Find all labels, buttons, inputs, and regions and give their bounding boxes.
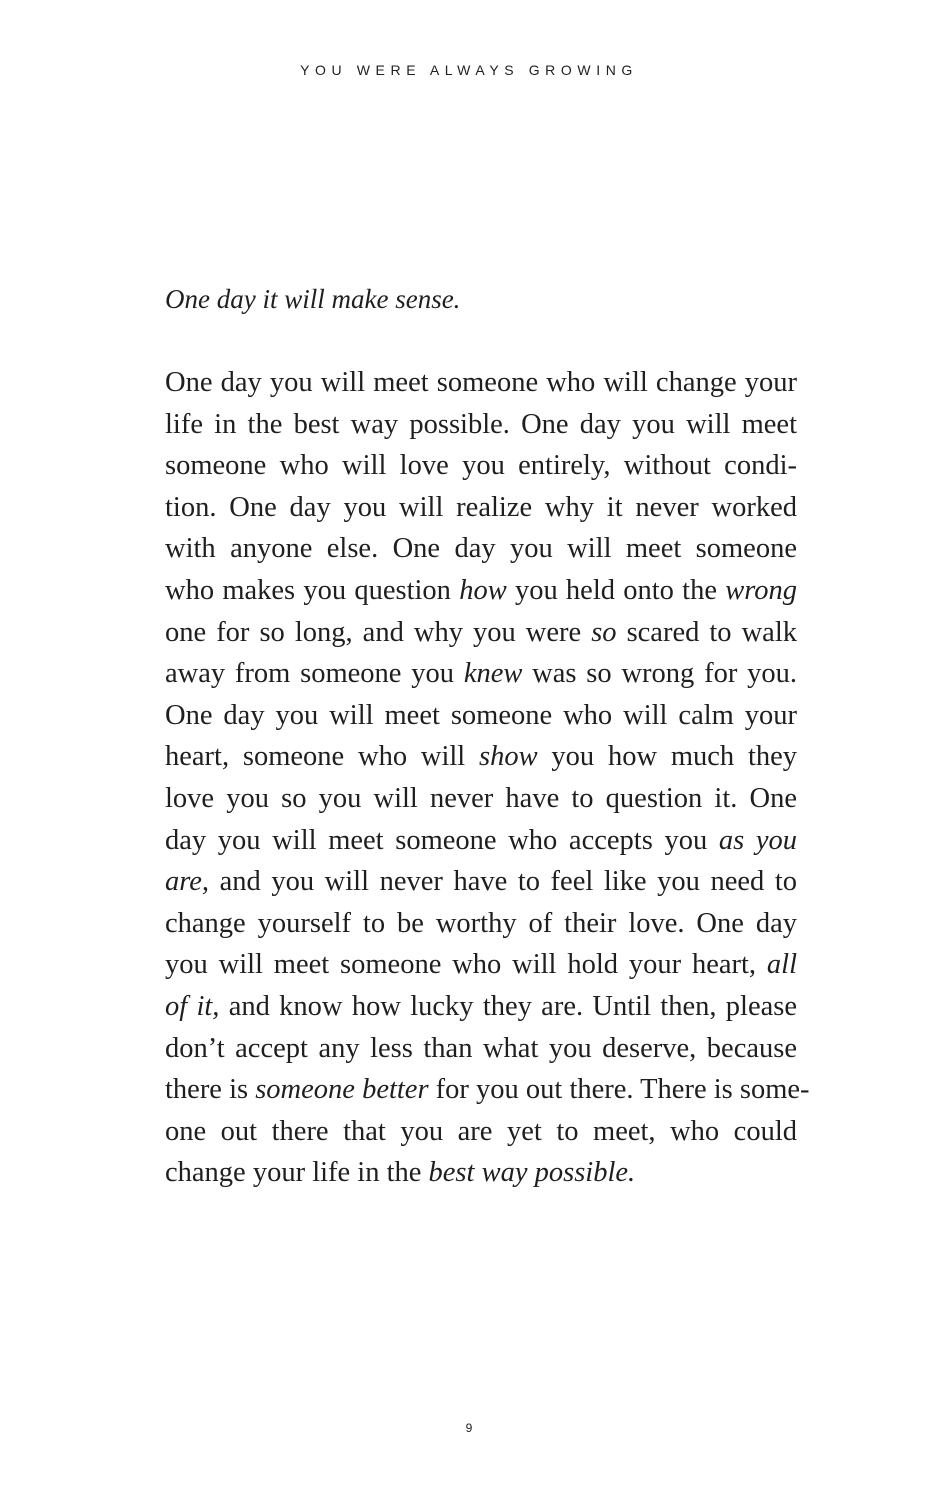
text-run: who makes you question bbox=[165, 574, 460, 606]
body-line bbox=[165, 695, 797, 737]
body-line bbox=[165, 487, 797, 529]
body-line bbox=[165, 1028, 797, 1070]
body-line bbox=[165, 820, 797, 862]
body-line bbox=[165, 653, 797, 695]
text-run: you will meet someone who will hold your heart, bbox=[165, 949, 767, 981]
text-run: love you so you will never have to question it. One bbox=[165, 782, 797, 814]
body-paragraph bbox=[165, 362, 810, 1194]
italic-emphasis: best way possible. bbox=[428, 1157, 636, 1189]
body-line bbox=[165, 404, 797, 446]
text-run: someone who will love you entirely, without condi- bbox=[165, 450, 797, 482]
italic-emphasis: someone better bbox=[255, 1074, 429, 1106]
body-line bbox=[165, 1152, 797, 1194]
body-line bbox=[165, 570, 797, 612]
italic-emphasis: of it, bbox=[165, 990, 220, 1022]
text-run: one for so long, and why you were bbox=[165, 616, 592, 648]
italic-emphasis: so bbox=[591, 616, 617, 648]
italic-emphasis: wrong bbox=[725, 574, 798, 606]
epigraph: One day it will make sense. bbox=[165, 284, 461, 314]
text-run: you how much they bbox=[537, 741, 798, 773]
body-line bbox=[165, 861, 797, 903]
text-run: there is bbox=[165, 1074, 256, 1106]
body-line bbox=[165, 445, 797, 487]
italic-emphasis: as you bbox=[718, 824, 797, 856]
italic-emphasis: how bbox=[459, 574, 507, 606]
text-run: don’t accept any less than what you deserve, because bbox=[165, 1032, 797, 1064]
text-run: away from someone you bbox=[165, 658, 464, 690]
italic-emphasis: are, bbox=[165, 866, 210, 898]
running-header: YOU WERE ALWAYS GROWING bbox=[300, 62, 638, 78]
italic-emphasis: show bbox=[479, 741, 538, 773]
text-run: for you out there. There is some- bbox=[428, 1074, 810, 1106]
body-line bbox=[165, 362, 797, 404]
text-run: heart, someone who will bbox=[165, 741, 479, 773]
text-run: tion. One day you will realize why it never worked bbox=[165, 491, 797, 523]
body-line bbox=[165, 903, 797, 945]
text-run: was so wrong for you. bbox=[522, 658, 797, 690]
text-run: life in the best way possible. One day you will meet bbox=[165, 408, 797, 440]
italic-emphasis: all bbox=[766, 949, 797, 981]
body-line bbox=[165, 528, 797, 570]
text-run: scared to walk bbox=[616, 616, 797, 648]
text-run: One day you will meet someone who will change your bbox=[165, 367, 797, 398]
body-line bbox=[165, 1069, 810, 1111]
text-run: one out there that you are yet to meet, who could bbox=[165, 1115, 797, 1147]
body-line bbox=[165, 944, 797, 986]
body-line bbox=[165, 1111, 797, 1153]
text-run: with anyone else. One day you will meet someone bbox=[165, 533, 797, 565]
italic-emphasis: knew bbox=[463, 658, 523, 690]
text-run: change yourself to be worthy of their love. One day bbox=[165, 907, 797, 939]
body-line bbox=[165, 986, 797, 1028]
text-run: and know how lucky they are. Until then, please bbox=[219, 990, 797, 1022]
body-line bbox=[165, 612, 797, 654]
text-run: One day you will meet someone who will calm your bbox=[165, 699, 797, 731]
text-run: change your life in the bbox=[165, 1157, 429, 1189]
text-run: and you will never have to feel like you need to bbox=[209, 866, 797, 898]
page-number: 9 bbox=[465, 1421, 473, 1435]
body-line bbox=[165, 736, 797, 778]
text-run: you held onto the bbox=[506, 574, 726, 606]
body-line bbox=[165, 778, 797, 820]
text-run: day you will meet someone who accepts you bbox=[165, 824, 719, 856]
